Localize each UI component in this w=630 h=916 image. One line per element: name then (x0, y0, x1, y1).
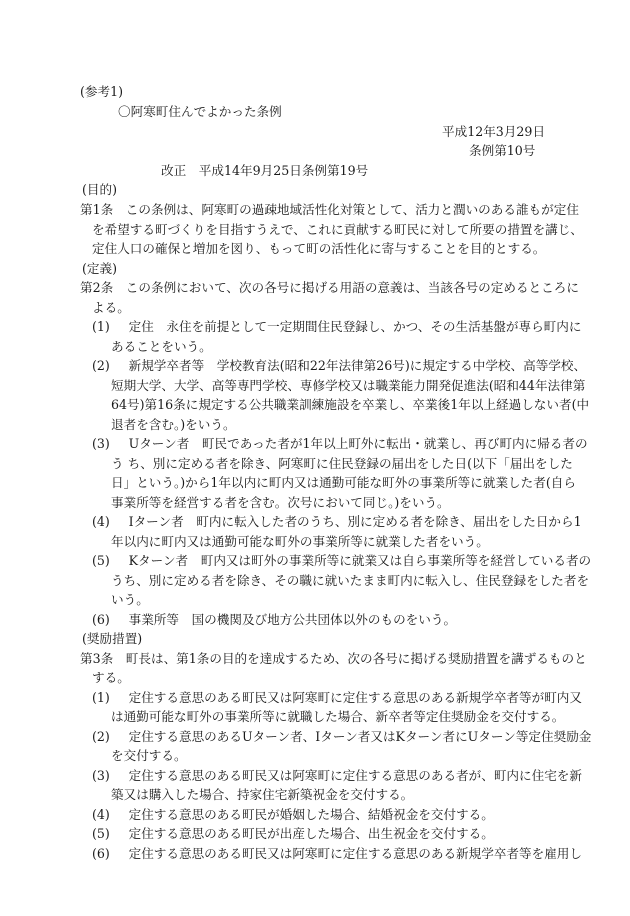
article-1-line: 定住人口の確保と増加を図り、もって町の活性化に寄与することを目的とする。 (92, 241, 546, 256)
item-text: Uターン者 町民であった者が1年以上町外に転出・就業し、再び町内に帰る者の (128, 436, 588, 451)
article-2-item-5 (92, 551, 591, 571)
item-text: Kターン者 町内又は町外の事業所等に就業又は自ら事業所等を経営している者の (128, 553, 592, 568)
reference-label: (参考1) (80, 84, 124, 99)
article-2-line: 第2条 この条例において、次の各号に掲げる用語の意義は、当該各号の定めるところに (80, 280, 579, 295)
item-continuation: 年以内に町内又は通勤可能な町外の事業所等に就業した者をいう。 (111, 534, 489, 549)
article-3-item-2 (92, 727, 591, 747)
article-3-heading: (奨励措置) (82, 631, 143, 646)
item-number: (5) (92, 826, 110, 841)
article-3-line: 第3条 町長は、第1条の目的を達成するため、次の各号に掲げる奨励措置を講ずるものと (80, 651, 587, 666)
article-2-item-2 (92, 356, 586, 376)
article-1-line: を希望する町づくりを目指すうえで、これに貢献する町民に対して所要の措置を講じ、 (92, 222, 583, 237)
item-continuation: う ち、別に定める者を除き、阿寒町に住民登録の届出をした日(以下「届出をした (111, 456, 573, 471)
ordinance-number: 条例第10号 (469, 143, 536, 158)
item-number: (1) (92, 319, 110, 334)
item-continuation: 築又は購入した場合、持家住宅新築祝金を交付する。 (111, 787, 414, 802)
item-number: (6) (92, 612, 110, 627)
item-number: (4) (92, 807, 110, 822)
item-number: (6) (92, 846, 110, 861)
item-continuation: うち、別に定める者を除き、その職に就いたまま町内に転入し、住民登録をした者を (111, 573, 590, 588)
article-2-item-3 (92, 434, 588, 454)
item-number: (4) (92, 514, 110, 529)
item-text: 定住する意思のある町民又は阿寒町に定住する意思のある新規学卒者等を雇用し (128, 846, 582, 861)
item-number: (3) (92, 768, 110, 783)
item-text: 事業所等 国の機関及び地方公共団体以外のものをいう。 (128, 612, 457, 627)
article-2-item-6 (92, 610, 456, 630)
item-continuation: は通勤可能な町外の事業所等に就職した場合、新卒者等定住奨励金を交付する。 (111, 709, 565, 724)
item-text: 定住する意思のある町民又は阿寒町に定住する意思のある新規学卒者等が町内又 (128, 690, 582, 705)
article-3-item-4 (92, 805, 494, 825)
article-2-line: よる。 (92, 300, 130, 315)
item-number: (3) (92, 436, 110, 451)
item-text: 新規学卒者等 学校教育法(昭和22年法律第26号)に規定する中学校、高等学校、 (128, 358, 587, 373)
article-2-item-1 (92, 317, 581, 337)
ordinance-title: 〇阿寒町住んでよかった条例 (118, 104, 282, 119)
item-continuation: 64号)第16条に規定する公共職業訓練施設を卒業し、卒業後1年以上経過しない者(中 (111, 397, 590, 412)
item-continuation: 短期大学、大学、高等専門学校、専修学校又は職業能力開発促進法(昭和44年法律第 (111, 378, 586, 393)
article-3-item-6 (92, 844, 582, 864)
item-continuation: 日」という。)から1年以内に町内又は通勤可能な町外の事業所等に就業した者(自ら (111, 475, 576, 490)
article-3-item-3 (92, 766, 582, 786)
item-text: 定住 永住を前提として一定期間住民登録し、かつ、その生活基盤が専ら町内に (128, 319, 582, 334)
item-continuation: いう。 (111, 592, 149, 607)
item-continuation: あることをいう。 (111, 339, 212, 354)
item-text: Iターン者 町内に転入した者のうち、別に定める者を除き、届出をした日から1 (128, 514, 582, 529)
article-3-item-5 (92, 824, 494, 844)
enactment-date: 平成12年3月29日 (442, 124, 546, 139)
item-continuation: を交付する。 (111, 748, 187, 763)
article-2-item-4 (92, 512, 582, 532)
item-number: (2) (92, 358, 110, 373)
item-number: (2) (92, 729, 110, 744)
article-2-heading: (定義) (82, 261, 118, 276)
article-1-heading: (目的) (82, 182, 118, 197)
item-continuation: 退者を含む。)をいう。 (111, 417, 236, 432)
article-3-line: する。 (92, 670, 130, 685)
item-text: 定住する意思のある町民が婚姻した場合、結婚祝金を交付する。 (128, 807, 494, 822)
revision-note: 改正 平成14年9月25日条例第19号 (161, 163, 369, 178)
item-number: (5) (92, 553, 110, 568)
item-text: 定住する意思のある町民又は阿寒町に定住する意思のある者が、町内に住宅を新 (128, 768, 582, 783)
item-number: (1) (92, 690, 110, 705)
article-1-line: 第1条 この条例は、阿寒町の過疎地域活性化対策として、活力と潤いのある誰もが定住 (80, 202, 579, 217)
item-continuation: 事業所等を経営する者を含む。次号において同じ。)をいう。 (111, 495, 450, 510)
item-text: 定住する意思のある町民が出産した場合、出生祝金を交付する。 (128, 826, 494, 841)
article-3-item-1 (92, 688, 582, 708)
item-text: 定住する意思のあるUターン者、Iターン者又はKターン者にUターン等定住奨励金 (128, 729, 592, 744)
